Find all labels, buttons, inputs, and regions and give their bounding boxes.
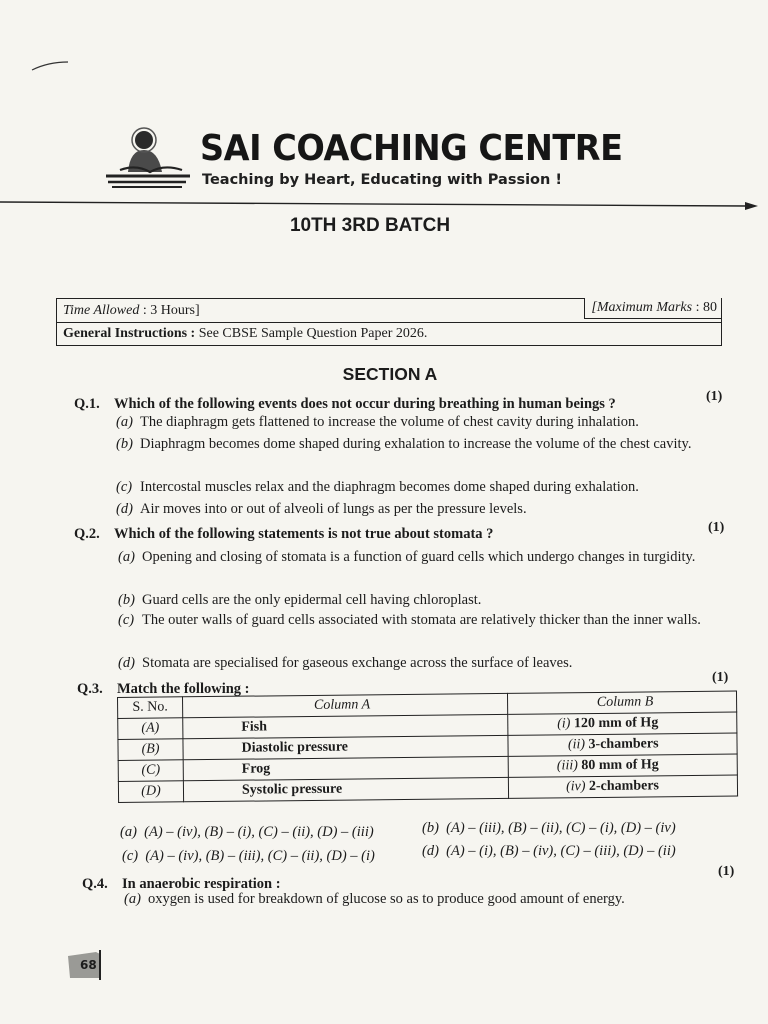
question-1: Q.1. Which of the following events does not occur during breathing in human beings ?	[74, 396, 616, 412]
question-1-marks: (1)	[706, 389, 723, 404]
question-2-option-c: (c) The outer walls of guard cells associated with stomata are relatively thicker than the inner walls.	[118, 612, 701, 628]
time-allowed: Time Allowed : 3 Hours]	[63, 303, 200, 318]
question-1-option-b: (b) Diaphragm becomes dome shaped during exhalation to increase the volume of the chest cavity.	[116, 436, 692, 452]
question-1-option-c: (c) Intercostal muscles relax and the diaphragm becomes dome shaped during exhalation.	[116, 479, 639, 495]
question-4: Q.4. In anaerobic respiration :	[82, 876, 281, 892]
question-2: Q.2. Which of the following statements is not true about stomata ?	[74, 526, 494, 542]
question-2-marks: (1)	[708, 520, 725, 535]
table-row: (B) Diastolic pressure (ii) 3-chambers	[118, 733, 737, 760]
header-column-a: Column A	[183, 693, 508, 717]
exam-info-box	[56, 298, 722, 346]
table-row: (A) Fish (i) 120 mm of Hg	[118, 712, 737, 739]
question-2-option-d: (d) Stomata are specialised for gaseous exchange across the surface of leaves.	[118, 655, 573, 671]
question-1-option-a: (a) The diaphragm gets flattened to increase the volume of chest cavity during inhalation.	[116, 414, 639, 430]
header-divider-arrow	[0, 198, 768, 212]
brand-name: SAI COACHING CENTRE	[200, 128, 623, 169]
question-3-option-a: (a) (A) – (iv), (B) – (i), (C) – (ii), (D) – (iii)	[120, 824, 374, 840]
batch-title: 10TH 3RD BATCH	[289, 215, 451, 236]
question-3-option-d: (d) (A) – (i), (B) – (iv), (C) – (iii), (D) – (ii)	[422, 843, 676, 859]
page-number: 68	[80, 958, 97, 972]
coaching-logo-icon	[106, 124, 192, 194]
page-number-badge	[66, 950, 102, 980]
time-marks-row	[57, 299, 721, 323]
question-4-option-a: (a) oxygen is used for breakdown of glucose so as to produce good amount of energy.	[124, 891, 625, 907]
question-3-option-b: (b) (A) – (iii), (B) – (ii), (C) – (i), (D) – (iv)	[422, 820, 676, 836]
section-title: SECTION A	[342, 364, 438, 384]
question-1-option-d: (d) Air moves into or out of alveoli of lungs as per the pressure levels.	[116, 501, 527, 517]
question-3-marks: (1)	[712, 670, 729, 685]
question-3: Q.3. Match the following :	[77, 681, 250, 697]
maximum-marks: [Maximum Marks : 80	[584, 298, 721, 319]
question-2-option-a: (a) Opening and closing of stomata is a function of guard cells which undergo changes in turgidity.	[118, 549, 696, 565]
question-2-option-b: (b) Guard cells are the only epidermal cell having chloroplast.	[118, 592, 482, 608]
header-sno: S. No.	[118, 697, 183, 719]
question-4-marks: (1)	[718, 864, 735, 879]
general-instructions: General Instructions : See CBSE Sample Question Paper 2026.	[63, 326, 428, 341]
table-row: (C) Frog (iii) 80 mm of Hg	[118, 754, 737, 781]
table-row: (D) Systolic pressure (iv) 2-chambers	[118, 775, 737, 802]
question-3-option-c: (c) (A) – (iv), (B) – (iii), (C) – (ii), (D) – (i)	[122, 848, 375, 864]
match-table	[117, 691, 738, 803]
brand-tagline: Teaching by Heart, Educating with Passion !	[202, 172, 563, 188]
pen-mark	[30, 58, 70, 74]
header-column-b: Column B	[507, 691, 736, 714]
